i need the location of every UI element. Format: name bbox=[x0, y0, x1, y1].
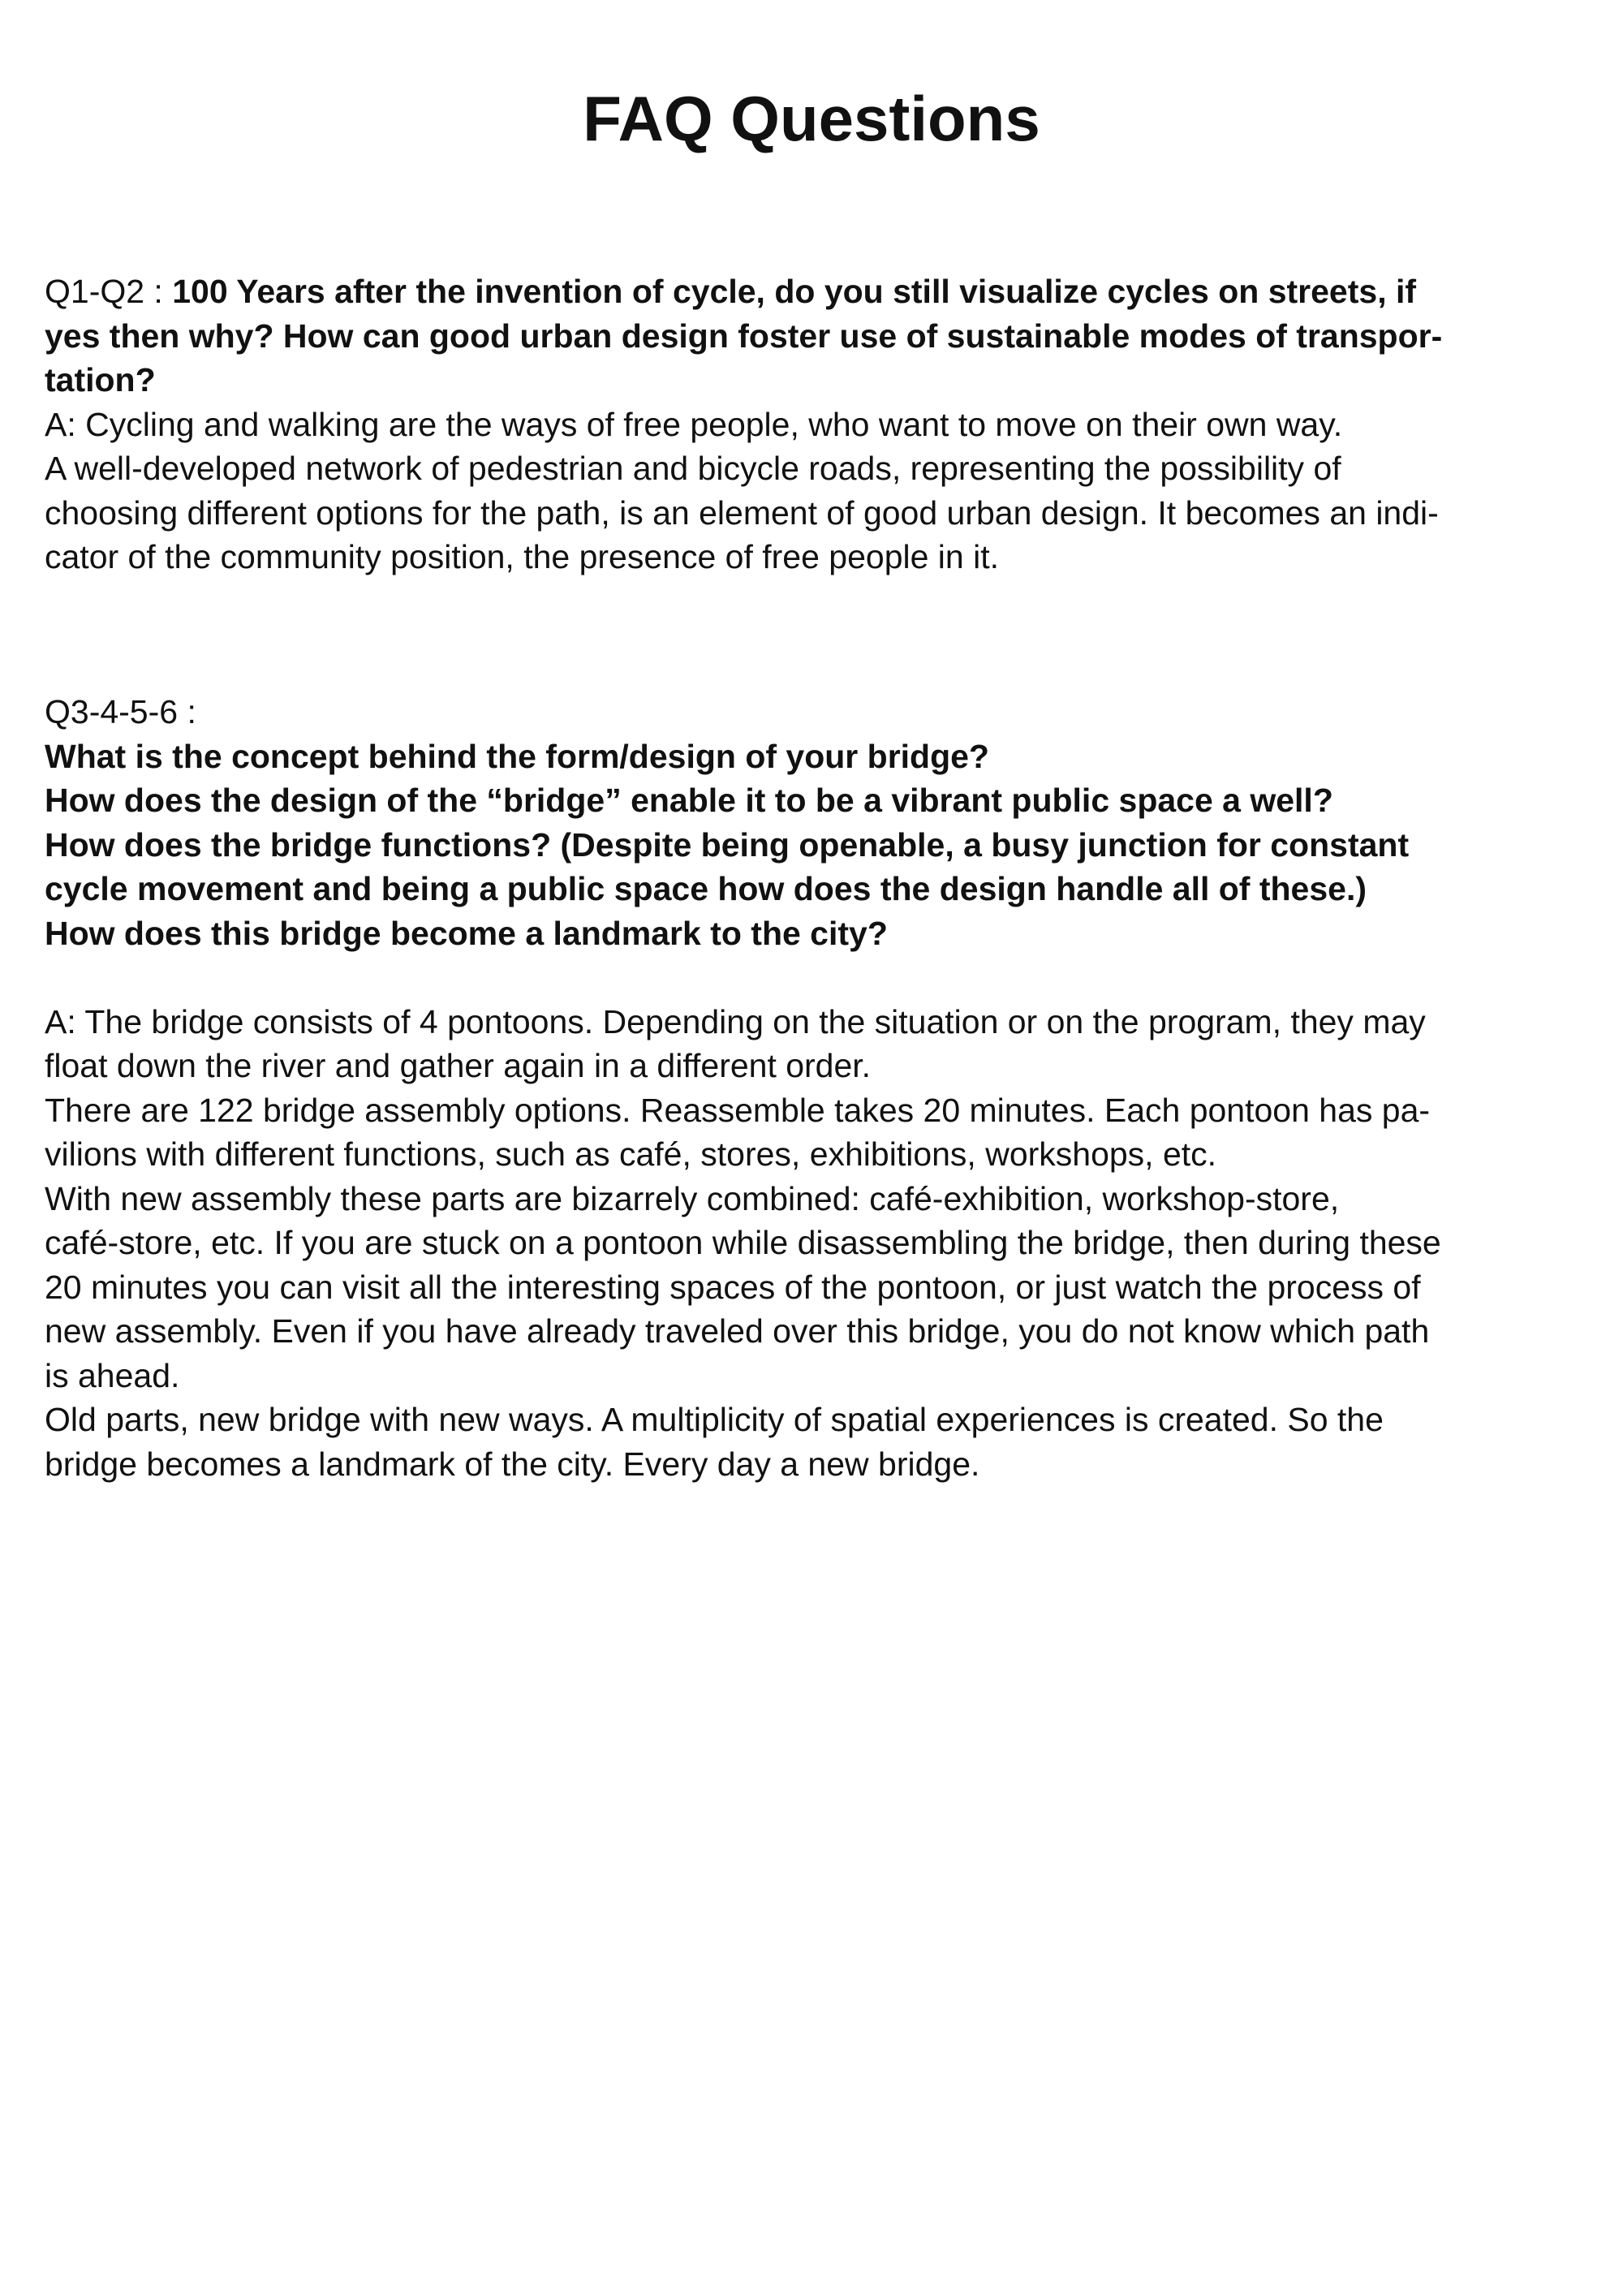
question-label: Q1-Q2 : bbox=[45, 273, 173, 310]
answer-line: choosing different options for the path, is an element of good urban design. It becomes an indi- bbox=[45, 493, 1439, 532]
answer-line: float down the river and gather again in a different order. bbox=[45, 1047, 872, 1084]
question-text: What is the concept behind the form/design of your bridge? bbox=[45, 737, 989, 775]
question-text: How does the design of the “bridge” enable it to be a vibrant public space a well? bbox=[45, 782, 1333, 819]
answer-line: There are 122 bridge assembly options. Reassemble takes 20 minutes. Each pontoon has pa- bbox=[45, 1091, 1431, 1129]
faq-section-q3-q6 bbox=[45, 690, 1586, 1486]
faq-section-q1-q2 bbox=[45, 269, 1586, 579]
answer-line: A: The bridge consists of 4 pontoons. Depending on the situation or on the program, they may bbox=[45, 1002, 1426, 1040]
question-line bbox=[45, 269, 1586, 314]
page-title: FAQ Questions bbox=[583, 83, 1040, 154]
paragraph-spacer bbox=[45, 955, 1586, 1000]
question-text: How does this bridge become a landmark to the city? bbox=[45, 914, 888, 952]
answer-line: new assembly. Even if you have already traveled over this bridge, you do not know which path bbox=[45, 1312, 1430, 1350]
question-text: tation? bbox=[45, 361, 156, 398]
answer-line: café-store, etc. If you are stuck on a pontoon while disassembling the bridge, then during these bbox=[45, 1224, 1441, 1261]
answer-line: Old parts, new bridge with new ways. A multiplicity of spatial experiences is created. So the bbox=[45, 1401, 1384, 1438]
question-text: 100 Years after the invention of cycle, do you still visualize cycles on streets, if bbox=[172, 273, 1417, 310]
answer-line: bridge becomes a landmark of the city. Every day a new bridge. bbox=[45, 1445, 980, 1483]
answer-line: vilions with different functions, such as café, stores, exhibitions, workshops, etc. bbox=[45, 1135, 1217, 1173]
answer-line: cator of the community position, the presence of free people in it. bbox=[45, 538, 999, 575]
answer-line: 20 minutes you can visit all the interesting spaces of the pontoon, or just watch the process of bbox=[45, 1268, 1421, 1306]
answer-line: A: Cycling and walking are the ways of free people, who want to move on their own way. bbox=[45, 405, 1343, 443]
question-text: cycle movement and being a public space how does the design handle all of these.) bbox=[45, 870, 1367, 907]
answer-line: With new assembly these parts are bizarrely combined: café-exhibition, workshop-store, bbox=[45, 1179, 1340, 1217]
question-label: Q3-4-5-6 : bbox=[45, 693, 196, 730]
answer-line: A well-developed network of pedestrian and bicycle roads, representing the possibility of bbox=[45, 450, 1341, 487]
question-text: yes then why? How can good urban design foster use of sustainable modes of transpor- bbox=[45, 317, 1443, 355]
answer-line: is ahead. bbox=[45, 1356, 180, 1394]
question-text: How does the bridge functions? (Despite being openable, a busy junction for constant bbox=[45, 825, 1410, 864]
